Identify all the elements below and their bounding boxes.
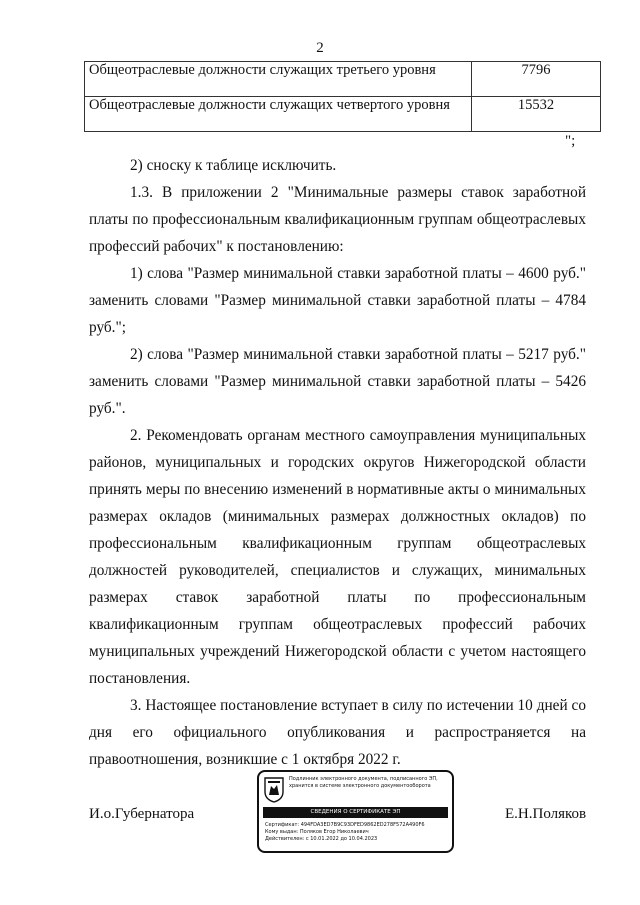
coat-of-arms-icon	[264, 777, 284, 803]
table-cell-amount: 7796	[472, 62, 601, 97]
table-row	[85, 62, 601, 97]
stamp-note: Подлинник электронного документа, подписанного ЭП, хранится в системе электронного документооборота	[289, 776, 438, 789]
stamp-certificate: Сертификат: 494FDA3ED7B9C93DFED9862ED278F572A490F6	[265, 822, 425, 828]
paragraph-item-2: 2) слова "Размер минимальной ставки заработной платы – 5217 руб." заменить словами "Размер минимальной ставки заработной платы – 5426 руб.".	[89, 346, 586, 417]
closing-quote: ";	[565, 133, 576, 149]
stamp-owner: Кому выдан: Поляков Егор Николаевич	[265, 829, 369, 835]
paragraph-effective-date: 3. Настоящее постановление вступает в силу по истечении 10 дней со дня его официального опубликования и распространяется на правоотношения, возникшие с 1 октября 2022 г.	[89, 697, 586, 768]
signer-name: Е.Н.Поляков	[505, 806, 587, 822]
paragraph-recommendation: 2. Рекомендовать органам местного самоуправления муниципальных районов, муниципальных и городских округов Нижегородской области принять меры по внесению изменений в нормативные акты о минимальных размерах окладов (минимальных размерах должностных окладов) по профессиональным квалификационным группам общеотраслевых должностей руководителей, специалистов и служащих, минимальных размерах ставок заработной платы по профессиональным квалификационным группам общеотраслевых профессий рабочих муниципальных учреждений Нижегородской области с учетом настоящего постановления.	[89, 427, 586, 687]
signer-title: И.о.Губернатора	[89, 806, 195, 822]
document-body	[89, 152, 586, 773]
stamp-header: СВЕДЕНИЯ О СЕРТИФИКАТЕ ЭП	[263, 807, 448, 818]
rates-table	[84, 61, 601, 132]
stamp-details	[265, 822, 451, 843]
paragraph-item-1: 1) слова "Размер минимальной ставки заработной платы – 4600 руб." заменить словами "Размер минимальной ставки заработной платы – 4784 руб.";	[89, 265, 586, 336]
e-signature-stamp	[257, 770, 454, 853]
page-number: 2	[316, 40, 324, 56]
table-cell-position: Общеотраслевые должности служащих третьего уровня	[85, 62, 472, 97]
stamp-validity: Действителен: с 10.01.2022 до 10.04.2023	[265, 836, 378, 842]
table-row	[85, 97, 601, 132]
paragraph-appendix-2: 1.3. В приложении 2 "Минимальные размеры ставок заработной платы по профессиональным квалификационным группам общеотраслевых профессий рабочих" к постановлению:	[89, 184, 586, 255]
paragraph-footnote-removal: 2) сноску к таблице исключить.	[130, 157, 337, 174]
table-cell-position: Общеотраслевые должности служащих четвертого уровня	[85, 97, 472, 132]
table-cell-amount: 15532	[472, 97, 601, 132]
